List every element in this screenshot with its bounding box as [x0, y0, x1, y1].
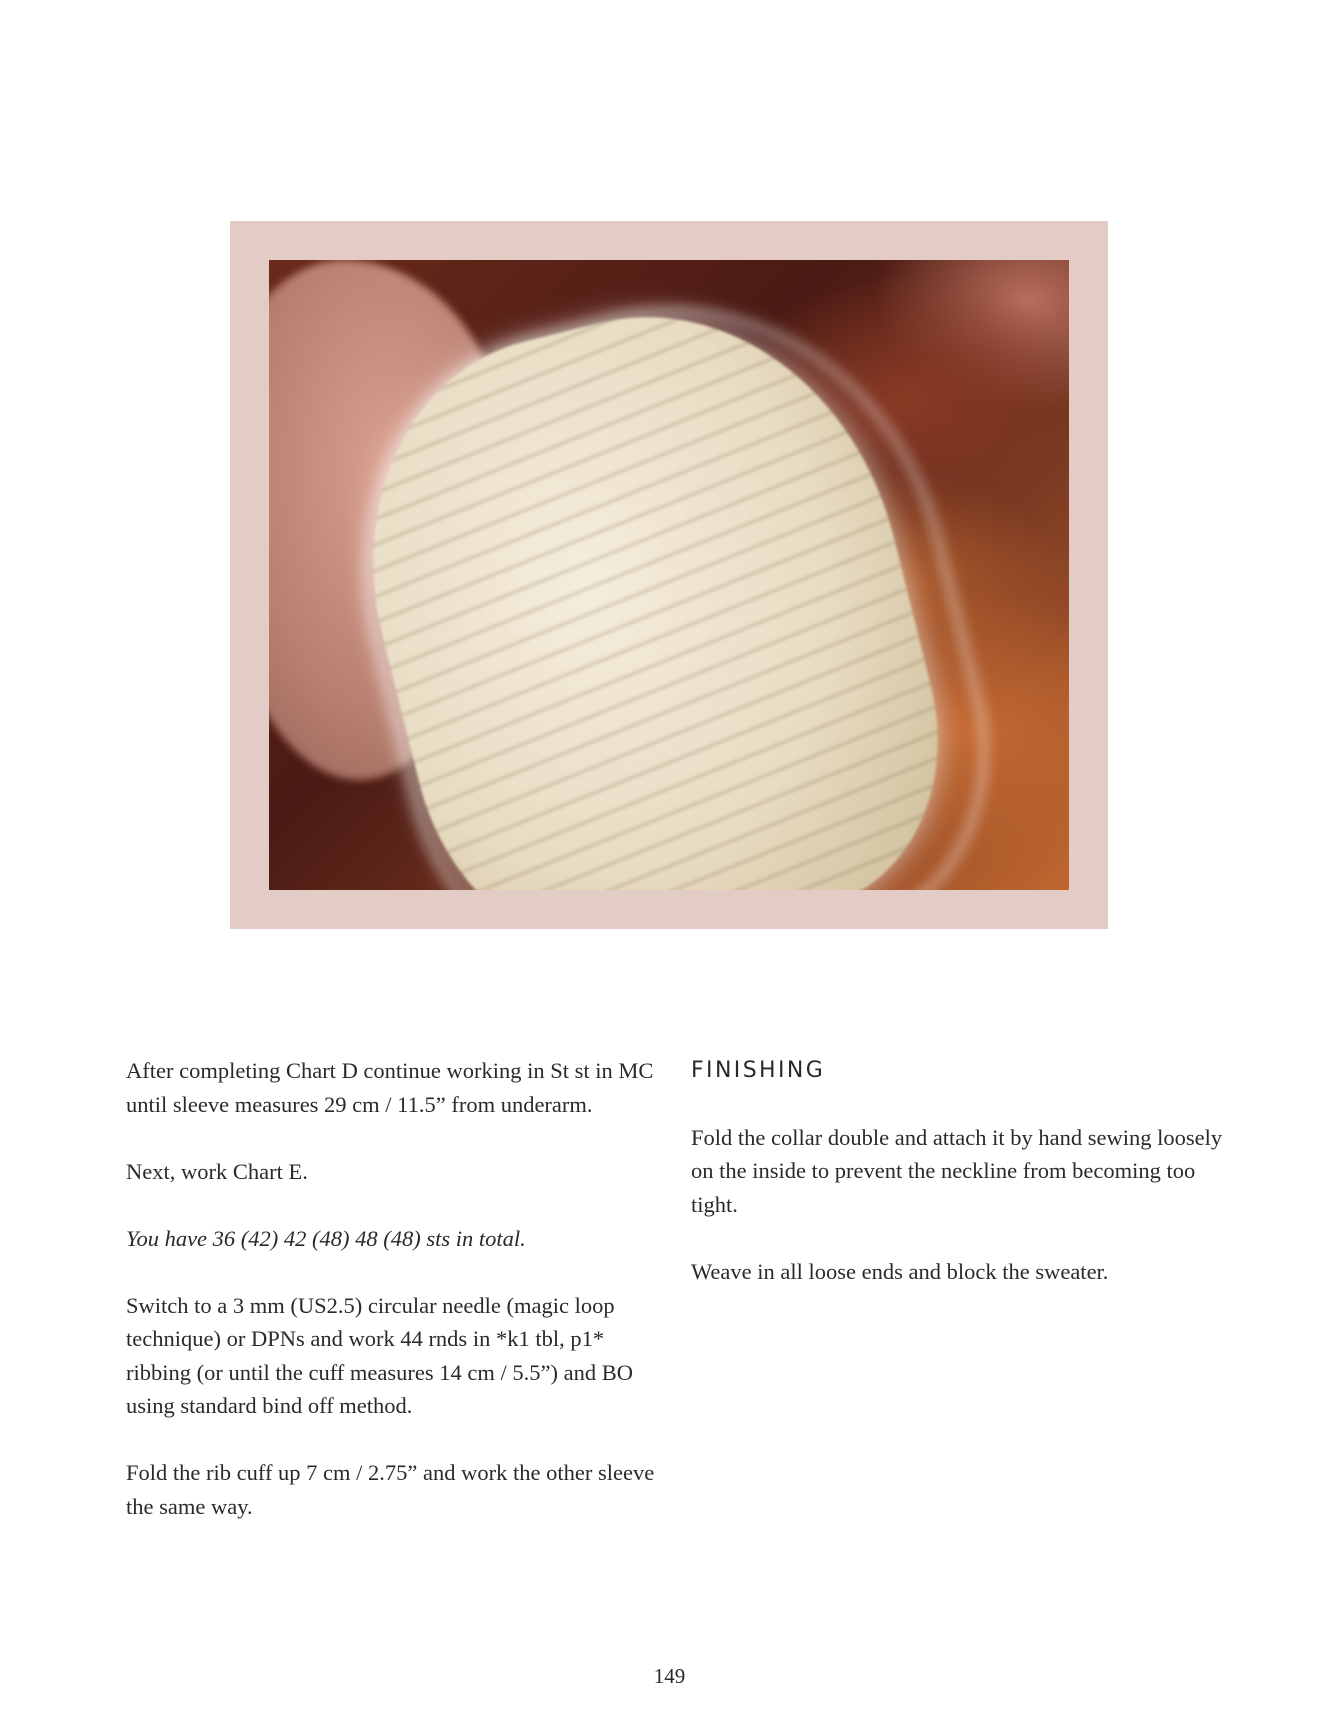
paragraph-ribbing: Switch to a 3 mm (US2.5) circular needle (magic loop technique) or DPNs and work 44 rnds in *k1 tbl, p1* ribbing (or until the cuff measures 14 cm / 5.5”) and BO using standard bind off method. [126, 1292, 633, 1418]
left-column [126, 1054, 666, 1557]
finishing-heading: FINISHING [691, 1058, 826, 1083]
paragraph-collar: Fold the collar double and attach it by hand sewing loosely on the inside to prevent the neckline from becoming too tight. [691, 1124, 1223, 1217]
knit-cuff-photo [269, 260, 1069, 890]
paragraph-fold-cuff: Fold the rib cuff up 7 cm / 2.75” and work the other sleeve the same way. [126, 1460, 655, 1519]
photo-frame [230, 221, 1108, 929]
paragraph-continue-sleeve: After completing Chart D continue working in St st in MC until sleeve measures 29 cm / 11.5” from underarm. [126, 1058, 654, 1117]
paragraph-weave-ends: Weave in all loose ends and block the sweater. [691, 1258, 1109, 1284]
paragraph-stitch-count: You have 36 (42) 42 (48) 48 (48) sts in total. [126, 1225, 526, 1251]
paragraph-chart-e: Next, work Chart E. [126, 1158, 308, 1184]
page-number: 149 [653, 1664, 686, 1688]
right-column [691, 1054, 1231, 1322]
